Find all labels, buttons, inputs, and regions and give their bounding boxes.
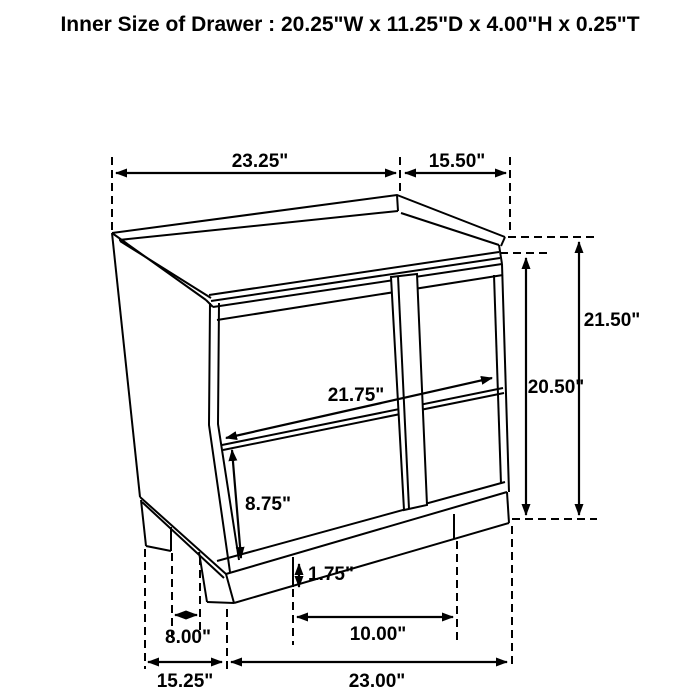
dim-label-drawer-front-width: 21.75": [327, 385, 385, 406]
dim-label-case-height: 20.50": [527, 377, 585, 398]
dimension-arrows: [116, 173, 579, 662]
dim-label-bottom-drawer-height: 8.75": [245, 494, 291, 515]
dim-label-base-rail-height: 1.75": [308, 564, 354, 585]
dim-label-front-leg-spacing: 10.00": [349, 624, 407, 645]
dim-label-floor-depth: 15.25": [156, 671, 214, 692]
dim-label-overall-height: 21.50": [583, 310, 641, 331]
dim-label-top-side-depth: 15.50": [428, 151, 486, 172]
dim-label-top-width: 23.25": [231, 151, 289, 172]
dim-label-floor-width: 23.00": [348, 671, 406, 692]
cabinet-top: [112, 195, 505, 307]
cabinet-front-face: [209, 264, 509, 574]
dim-label-side-leg-spacing: 8.00": [165, 627, 211, 648]
diagram-title: Inner Size of Drawer : 20.25"W x 11.25"D x 4.00"H x 0.25"T: [60, 13, 640, 36]
drawer-center-trim: [391, 274, 427, 510]
